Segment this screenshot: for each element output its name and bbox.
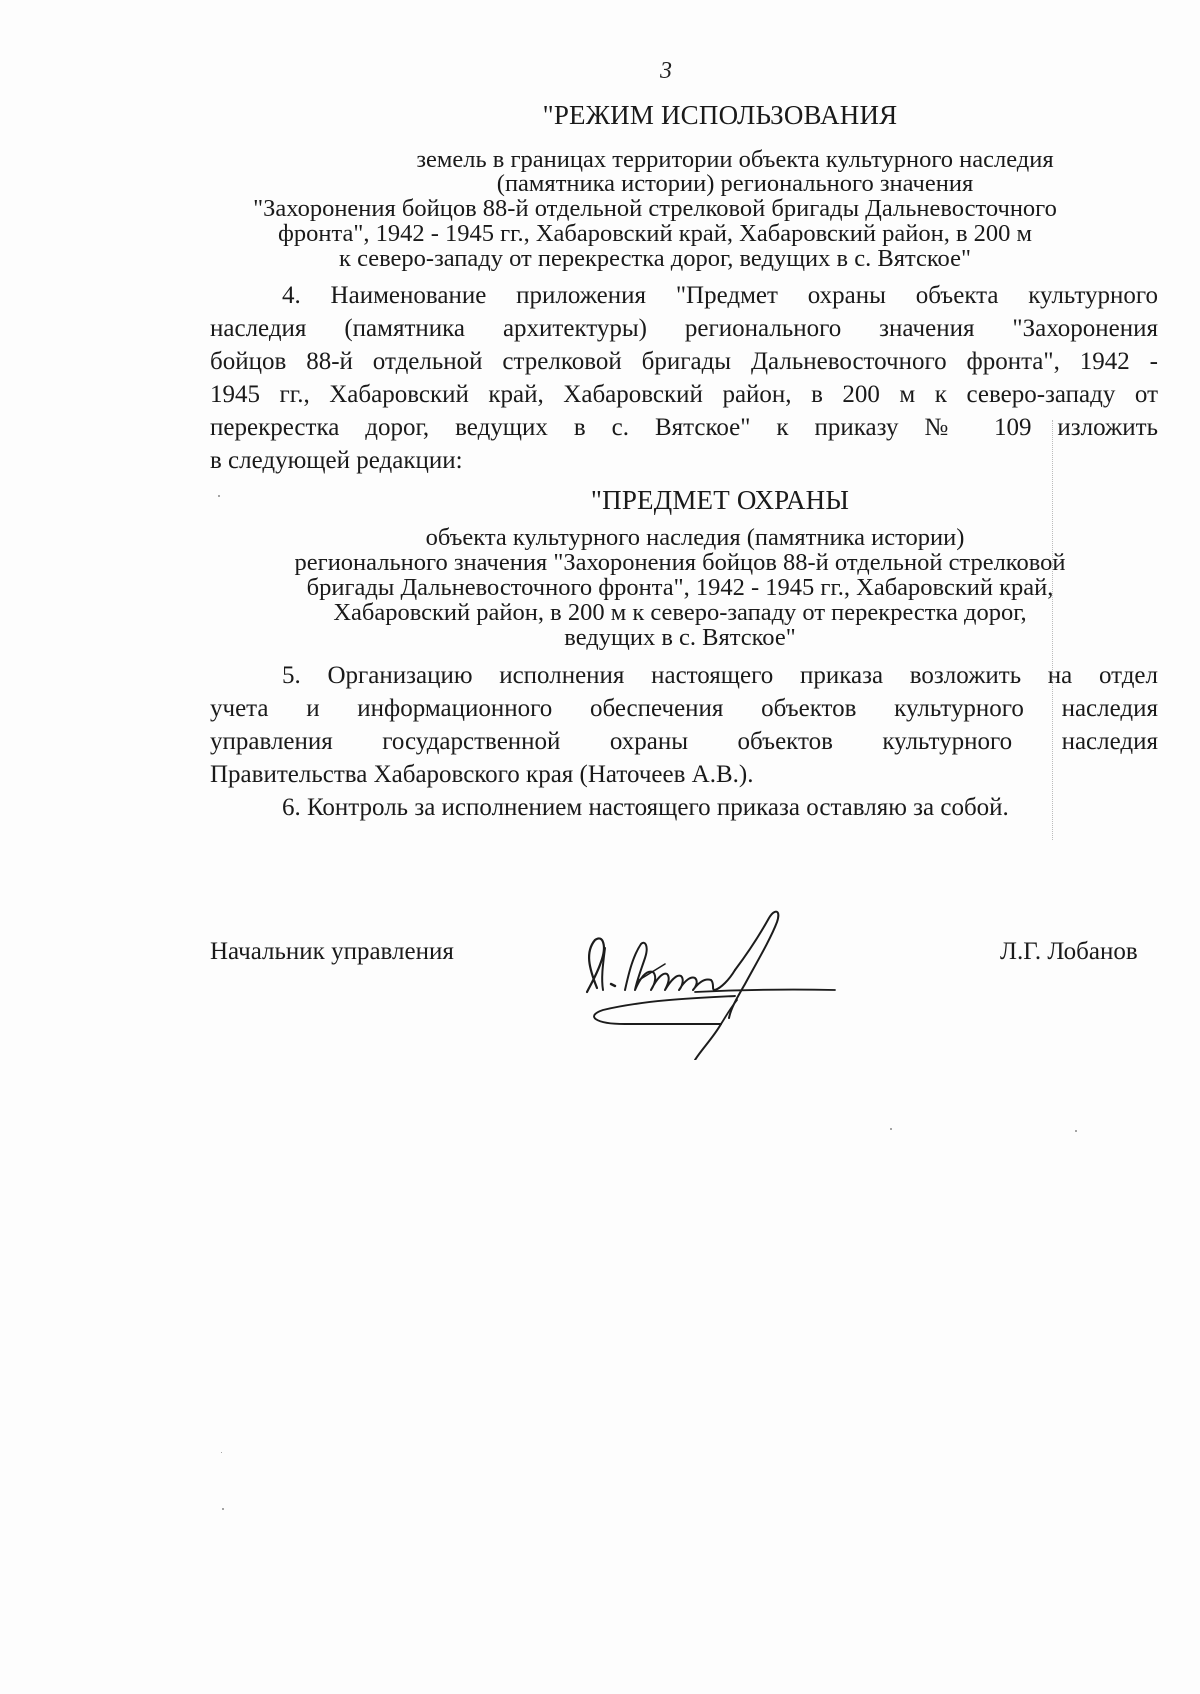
- scan-speck: [222, 1508, 224, 1510]
- regime-line: к северо-западу от перекрестка дорог, ведущих в с. Вятское": [339, 245, 971, 272]
- regime-title: "РЕЖИМ ИСПОЛЬЗОВАНИЯ: [542, 100, 898, 130]
- paragraph-line: наследия (памятника архитектуры) регионального значения "Захоронения: [210, 315, 1158, 342]
- scan-speck: [218, 495, 220, 497]
- signer-name: Л.Г. Лобанов: [1000, 938, 1138, 965]
- paragraph-line: управления государственной охраны объектов культурного наследия: [210, 728, 1158, 755]
- regime-line: фронта", 1942 - 1945 гг., Хабаровский край, Хабаровский район, в 200 м: [277, 220, 1033, 247]
- paragraph-5: [210, 659, 1158, 791]
- scan-speck: [1075, 1130, 1077, 1132]
- paragraph-line: перекрестка дорог, ведущих в с. Вятское" к приказу № 109 изложить: [210, 414, 1158, 441]
- paragraph-line: Правительства Хабаровского края (Наточеев А.В.).: [210, 761, 754, 788]
- paragraph-line: 5. Организацию исполнения настоящего приказа возложить на отдел: [282, 662, 1158, 689]
- paragraph-line: бойцов 88-й отдельной стрелковой бригады Дальневосточного фронта", 1942 -: [210, 348, 1158, 375]
- scan-speck: [890, 1128, 892, 1130]
- subject-line: ведущих в с. Вятское": [564, 624, 796, 651]
- subject-subtitle: [200, 525, 1160, 650]
- signer-position: Начальник управления: [210, 938, 454, 965]
- paragraph-line: 4. Наименование приложения "Предмет охраны объекта культурного: [282, 282, 1158, 309]
- subject-line: бригады Дальневосточного фронта", 1942 - 1945 гг., Хабаровский край,: [306, 574, 1054, 601]
- paragraph-4: [210, 279, 1158, 477]
- handwritten-signature: [545, 900, 905, 1060]
- regime-line: земель в границах территории объекта культурного наследия: [416, 146, 1054, 173]
- paragraph-6: [282, 791, 1162, 824]
- subject-title: "ПРЕДМЕТ ОХРАНЫ: [590, 485, 850, 515]
- subject-line: объекта культурного наследия (памятника истории): [425, 524, 965, 551]
- regime-line: "Захоронения бойцов 88-й отдельной стрелковой бригады Дальневосточного: [253, 195, 1057, 222]
- subject-line: регионального значения "Захоронения бойцов 88-й отдельной стрелковой: [294, 549, 1066, 576]
- regime-line: (памятника истории) регионального значения: [496, 170, 974, 197]
- paragraph-line: в следующей редакции:: [210, 447, 463, 474]
- scan-dotted-line: [1052, 420, 1054, 840]
- paragraph-line: учета и информационного обеспечения объектов культурного наследия: [210, 695, 1158, 722]
- paragraph-line: 6. Контроль за исполнением настоящего приказа оставляю за собой.: [282, 794, 1009, 821]
- regime-subtitle: [190, 147, 1190, 271]
- paragraph-line: 1945 гг., Хабаровский край, Хабаровский район, в 200 м к северо-западу от: [210, 381, 1158, 408]
- page-number: 3: [660, 58, 672, 84]
- scan-speck: [221, 1452, 222, 1453]
- subject-line: Хабаровский район, в 200 м к северо-западу от перекрестка дорог,: [333, 599, 1027, 626]
